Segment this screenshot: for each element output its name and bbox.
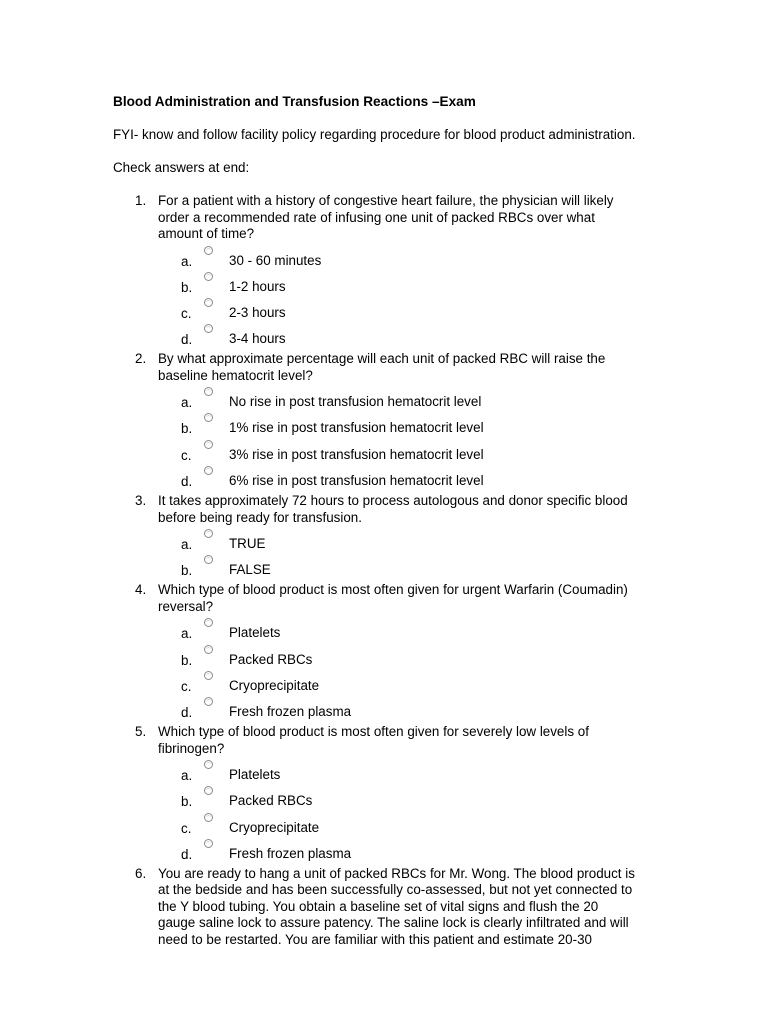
answer-option[interactable] [0, 272, 768, 298]
option-label: TRUE [229, 536, 266, 551]
option-letter: c. [181, 678, 192, 694]
question-number: 4. [135, 582, 147, 598]
radio-button[interactable] [204, 760, 213, 769]
option-label: 6% rise in post transfusion hematocrit level [229, 472, 484, 488]
question-5 [0, 724, 768, 865]
option-letter: d. [181, 332, 193, 348]
radio-button[interactable] [204, 246, 213, 255]
question-number: 3. [135, 493, 147, 508]
question-1 [0, 193, 768, 350]
option-letter: d. [181, 704, 193, 720]
option-label: 2-3 hours [229, 304, 286, 320]
option-label: Cryoprecipitate [229, 677, 320, 693]
option-label: Platelets [229, 767, 281, 783]
question-text: Which type of blood product is most often given for urgent Warfarin (Coumadin) reversal? [158, 582, 628, 614]
option-letter: b. [181, 794, 193, 810]
answer-option[interactable] [0, 839, 768, 865]
answer-option[interactable] [0, 645, 768, 671]
answer-option[interactable] [0, 466, 768, 492]
radio-button[interactable] [204, 324, 213, 333]
option-letter: d. [181, 473, 193, 489]
question-number: 2. [135, 351, 147, 367]
radio-button[interactable] [204, 839, 213, 848]
answer-option[interactable] [0, 618, 768, 644]
answer-option[interactable] [0, 760, 768, 786]
question-text: For a patient with a history of congestive heart failure, the physician will likely order a recommended rate of infusing one unit of packed RBCs over what amount of time? [158, 193, 614, 241]
question-list [0, 193, 768, 949]
option-label: Platelets [229, 625, 281, 641]
answer-option[interactable] [0, 413, 768, 439]
question-number: 5. [135, 724, 147, 740]
radio-button[interactable] [204, 413, 213, 422]
option-letter: c. [181, 820, 192, 836]
question-text: You are ready to hang a unit of packed RBCs for Mr. Wong. The blood product is at the bedside and has been successfully co-assessed, but not yet connected to the Y blood tubing. You obtain a baseline set of vital signs and flush the 20 gauge saline lock to assure patency. The saline lock is clearly infiltrated and will need to be restarted. You are familiar with this patient and estimate 20-30 [158, 865, 635, 947]
answer-option[interactable] [0, 697, 768, 723]
page-title: Blood Administration and Transfusion Reactions –Exam [113, 94, 476, 109]
radio-button[interactable] [204, 387, 213, 396]
option-label: 1% rise in post transfusion hematocrit level [229, 420, 484, 436]
option-label: Cryoprecipitate [229, 819, 320, 835]
question-number: 6. [135, 865, 147, 881]
option-letter: b. [181, 652, 193, 668]
option-letter: a. [181, 253, 193, 269]
answer-options [0, 760, 768, 865]
answer-options [0, 529, 768, 581]
option-letter: a. [181, 395, 193, 411]
answer-options [0, 387, 768, 492]
answer-option[interactable] [0, 440, 768, 466]
option-letter: b. [181, 421, 193, 437]
answer-option[interactable] [0, 555, 768, 581]
option-label: 3% rise in post transfusion hematocrit level [229, 446, 484, 462]
answer-options [0, 246, 768, 351]
radio-button[interactable] [204, 813, 213, 822]
radio-button[interactable] [204, 671, 213, 680]
check-answers-text: Check answers at end: [113, 160, 250, 175]
radio-button[interactable] [204, 272, 213, 281]
question-3 [0, 493, 768, 581]
radio-button[interactable] [204, 645, 213, 654]
radio-button[interactable] [204, 440, 213, 449]
answer-option[interactable] [0, 324, 768, 350]
option-letter: b. [181, 279, 193, 295]
question-number: 1. [135, 193, 147, 208]
radio-button[interactable] [204, 697, 213, 706]
question-text: By what approximate percentage will each unit of packed RBC will raise the baseline hematocrit level? [158, 351, 606, 383]
question-4 [0, 582, 768, 723]
answer-options [0, 618, 768, 723]
radio-button[interactable] [204, 529, 213, 538]
answer-option[interactable] [0, 529, 768, 555]
option-label: Packed RBCs [229, 793, 313, 809]
question-text: Which type of blood product is most often given for severely low levels of fibrinogen? [158, 724, 589, 756]
intro-text: FYI- know and follow facility policy regarding procedure for blood product administration. [113, 127, 636, 142]
option-label: Fresh frozen plasma [229, 703, 352, 719]
option-letter: a. [181, 626, 193, 642]
answer-option[interactable] [0, 387, 768, 413]
question-2 [0, 351, 768, 492]
answer-option[interactable] [0, 813, 768, 839]
radio-button[interactable] [204, 786, 213, 795]
answer-option[interactable] [0, 246, 768, 272]
option-label: Fresh frozen plasma [229, 845, 352, 861]
option-letter: d. [181, 846, 193, 862]
answer-option[interactable] [0, 786, 768, 812]
option-label: 30 - 60 minutes [229, 252, 322, 268]
question-6 [0, 866, 768, 949]
answer-option[interactable] [0, 298, 768, 324]
option-label: 1-2 hours [229, 278, 286, 294]
answer-option[interactable] [0, 671, 768, 697]
option-label: FALSE [229, 562, 271, 578]
option-label: No rise in post transfusion hematocrit level [229, 394, 482, 410]
question-text: It takes approximately 72 hours to process autologous and donor specific blood before being ready for transfusion. [158, 493, 628, 525]
option-label: 3-4 hours [229, 331, 286, 347]
radio-button[interactable] [204, 618, 213, 627]
option-letter: b. [181, 563, 193, 579]
option-letter: a. [181, 537, 193, 552]
option-letter: c. [181, 305, 192, 321]
option-letter: c. [181, 447, 192, 463]
radio-button[interactable] [204, 466, 213, 475]
option-label: Packed RBCs [229, 651, 313, 667]
option-letter: a. [181, 768, 193, 784]
radio-button[interactable] [204, 555, 213, 564]
radio-button[interactable] [204, 298, 213, 307]
